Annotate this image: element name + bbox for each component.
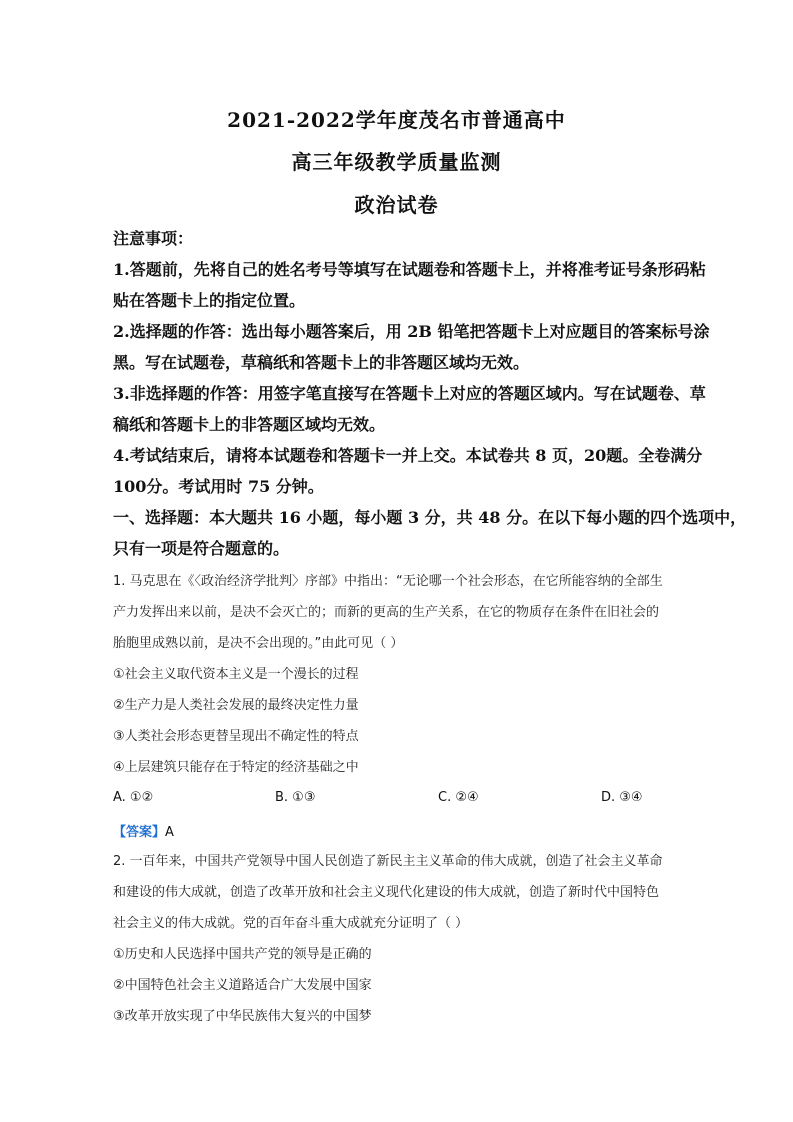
answer-tag: 【答案】 [113,825,166,840]
notice-line: 稿纸和答题卡上的非答题区域均无效。 [113,415,386,434]
question-text: 和建设的伟大成就，创造了改革开放和社会主义现代化建设的伟大成就，创造了新时代中国特色 [113,885,660,900]
section-heading: 一、选择题：本大题共 16 小题，每小题 3 分，共 48 分。在以下每小题的四个选项中， [113,508,747,527]
statement-item: ③人类社会形态更替呈现出不确定性的特点 [113,729,359,744]
option-b: B. ①③ [275,790,316,805]
statement-item: ②中国特色社会主义道路适合广大发展中国家 [113,978,372,993]
question-1 [113,566,698,783]
notice-line: 3.非选择题的作答：用签字笔直接写在答题卡上对应的答题区域内。写在试题卷、草 [113,384,706,403]
statement-item: ②生产力是人类社会发展的最终决定性力量 [113,698,359,713]
notice-line: 1.答题前，先将自己的姓名考号等填写在试题卷和答题卡上，并将准考证号条形码粘 [113,260,706,279]
statement-item: ①社会主义取代资本主义是一个漫长的过程 [113,667,359,682]
exam-title-year: 2021-2022学年度茂名市普通高中 [227,108,566,132]
question-text: 1. 马克思在《〈政治经济学批判〉序部》中指出：“无论哪一个社会形态，在它所能容纳的全部生 [113,574,663,589]
notice-line: 100分。考试用时 75 分钟。 [113,477,324,496]
option-d: D. ③④ [601,790,643,805]
option-c: C. ②④ [438,790,479,805]
question-text: 产力发挥出来以前，是决不会灭亡的；而新的更高的生产关系，在它的物质存在条件在旧社会的 [113,605,660,620]
notice-line: 贴在答题卡上的指定位置。 [113,291,306,310]
notice-section [113,223,747,564]
statement-item: ④上层建筑只能存在于特定的经济基础之中 [113,760,359,775]
notice-line: 2.选择题的作答：选出每小题答案后，用 2B 铅笔把答题卡上对应题目的答案标号涂 [113,322,710,341]
exam-title-subject: 政治试卷 [354,193,439,217]
exam-title-grade: 高三年级教学质量监测 [291,150,502,174]
answer-line [113,821,174,840]
notice-heading: 注意事项： [113,229,194,248]
question-2 [113,846,698,1032]
answer-value: A [165,825,174,840]
notice-line: 4.考试结束后，请将本试题卷和答题卡一并上交。本试卷共 8 页，20题。全卷满分 [113,446,703,465]
notice-line: 黑。写在试题卷，草稿纸和答题卡上的非答题区域均无效。 [113,353,530,372]
question-text: 2. 一百年来，中国共产党领导中国人民创造了新民主主义革命的伟大成就，创造了社会主义革命 [113,854,663,869]
option-a: A. ①② [113,790,154,805]
statement-item: ①历史和人民选择中国共产党的领导是正确的 [113,947,372,962]
question-text: 胎胞里成熟以前，是决不会出现的。”由此可见（ ） [113,636,404,651]
question-1-options [113,790,698,810]
question-text: 社会主义的伟大成就。党的百年奋斗重大成就充分证明了（ ） [113,916,469,931]
statement-item: ③改革开放实现了中华民族伟大复兴的中国梦 [113,1009,372,1024]
section-heading: 只有一项是符合题意的。 [113,539,290,558]
